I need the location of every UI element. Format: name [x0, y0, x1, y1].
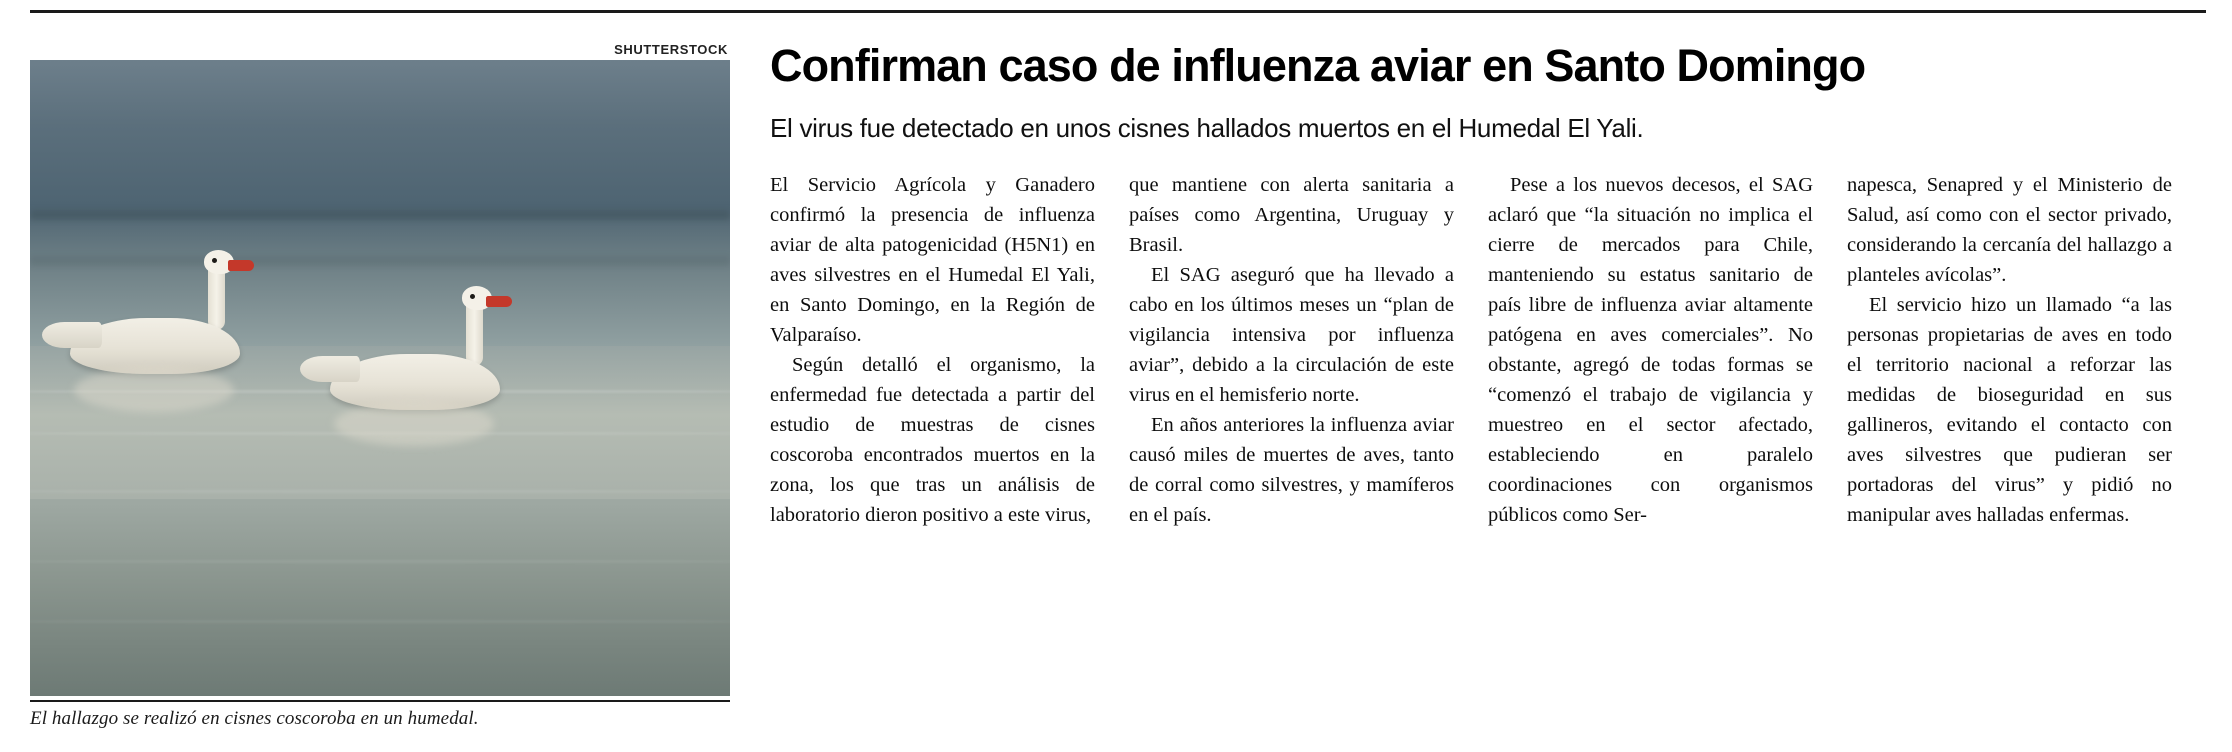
subheadline: El virus fue detectado en unos cisnes hallados muertos en el Humedal El Yali.: [770, 112, 1644, 143]
swan-reflection: [74, 368, 234, 412]
photo-block: [30, 42, 730, 730]
article-column-3: [1488, 170, 1813, 530]
top-divider: [30, 10, 2206, 13]
paragraph: El SAG aseguró que ha llevado a cabo en los últimos meses un “plan de vigilancia intensiva por influenza aviar”, debido a la circulación de este virus en el hemisferio norte.: [1129, 263, 1454, 406]
article-column-4: [1847, 170, 2172, 530]
article-column-2: [1129, 170, 1454, 530]
photo-swans: [30, 60, 730, 696]
photo-ripple: [30, 560, 730, 563]
swan-reflection: [334, 402, 494, 446]
photo-caption: El hallazgo se realizó en cisnes coscoroba en un humedal.: [30, 708, 479, 729]
paragraph: Pese a los nuevos decesos, el SAG aclaró que “la situación no implica el cierre de mercados para Chile, manteniendo su estatus sanitario de país libre de influenza aviar altamente patógena en aves comerciales”. No obstante, agregó de todas formas se “comenzó el trabajo de vigilancia y muestreo en el sector afectado, estableciendo en paralelo coordinaciones con organismos públicos como Ser-: [1488, 173, 1813, 527]
swan-beak: [228, 260, 254, 271]
paragraph: napesca, Senapred y el Ministerio de Salud, así como con el sector privado, considerando la cercanía del hallazgo a planteles avícolas”.: [1847, 173, 2172, 286]
photo-credit: SHUTTERSTOCK: [614, 42, 728, 57]
paragraph: El servicio hizo un llamado “a las personas propietarias de aves en todo el territorio nacional a reforzar las medidas de bioseguridad en sus gallineros, evitando el contacto con aves silvestres que pudieran ser portadoras del virus” y pidió no manipular aves halladas enfermas.: [1847, 293, 2172, 527]
paragraph: que mantiene con alerta sanitaria a países como Argentina, Uruguay y Brasil.: [1129, 173, 1454, 256]
swan-beak: [486, 296, 512, 307]
photo-ripple: [30, 620, 730, 623]
paragraph: El Servicio Agrícola y Ganadero confirmó la presencia de influenza aviar de alta patogenicidad (H5N1) en aves silvestres en el Humedal El Yali, en Santo Domingo, en la Región de Valparaíso.: [770, 173, 1095, 346]
paragraph: Según detalló el organismo, la enfermedad fue detectada a partir del estudio de muestras de cisnes coscoroba encontrados muertos en la zona, los que tras un análisis de laboratorio dieron positivo a este virus,: [770, 353, 1095, 527]
swan-tail: [300, 356, 360, 382]
swan-eye: [212, 258, 217, 263]
article-column-1: [770, 170, 1095, 530]
article-columns: [770, 170, 2202, 530]
photo-band: [30, 256, 730, 266]
photo-water-lower: [30, 499, 730, 696]
headline: Confirman caso de influenza aviar en Santo Domingo: [770, 40, 1866, 91]
article: [770, 42, 2202, 530]
swan-eye: [470, 294, 475, 299]
photo-ripple: [30, 490, 730, 493]
photo-sky: [30, 60, 730, 206]
swan-tail: [42, 322, 102, 348]
photo-band: [30, 210, 730, 220]
paragraph: En años anteriores la influenza aviar causó miles de muertes de aves, tanto de corral como silvestres, y mamíferos en el país.: [1129, 414, 1454, 527]
